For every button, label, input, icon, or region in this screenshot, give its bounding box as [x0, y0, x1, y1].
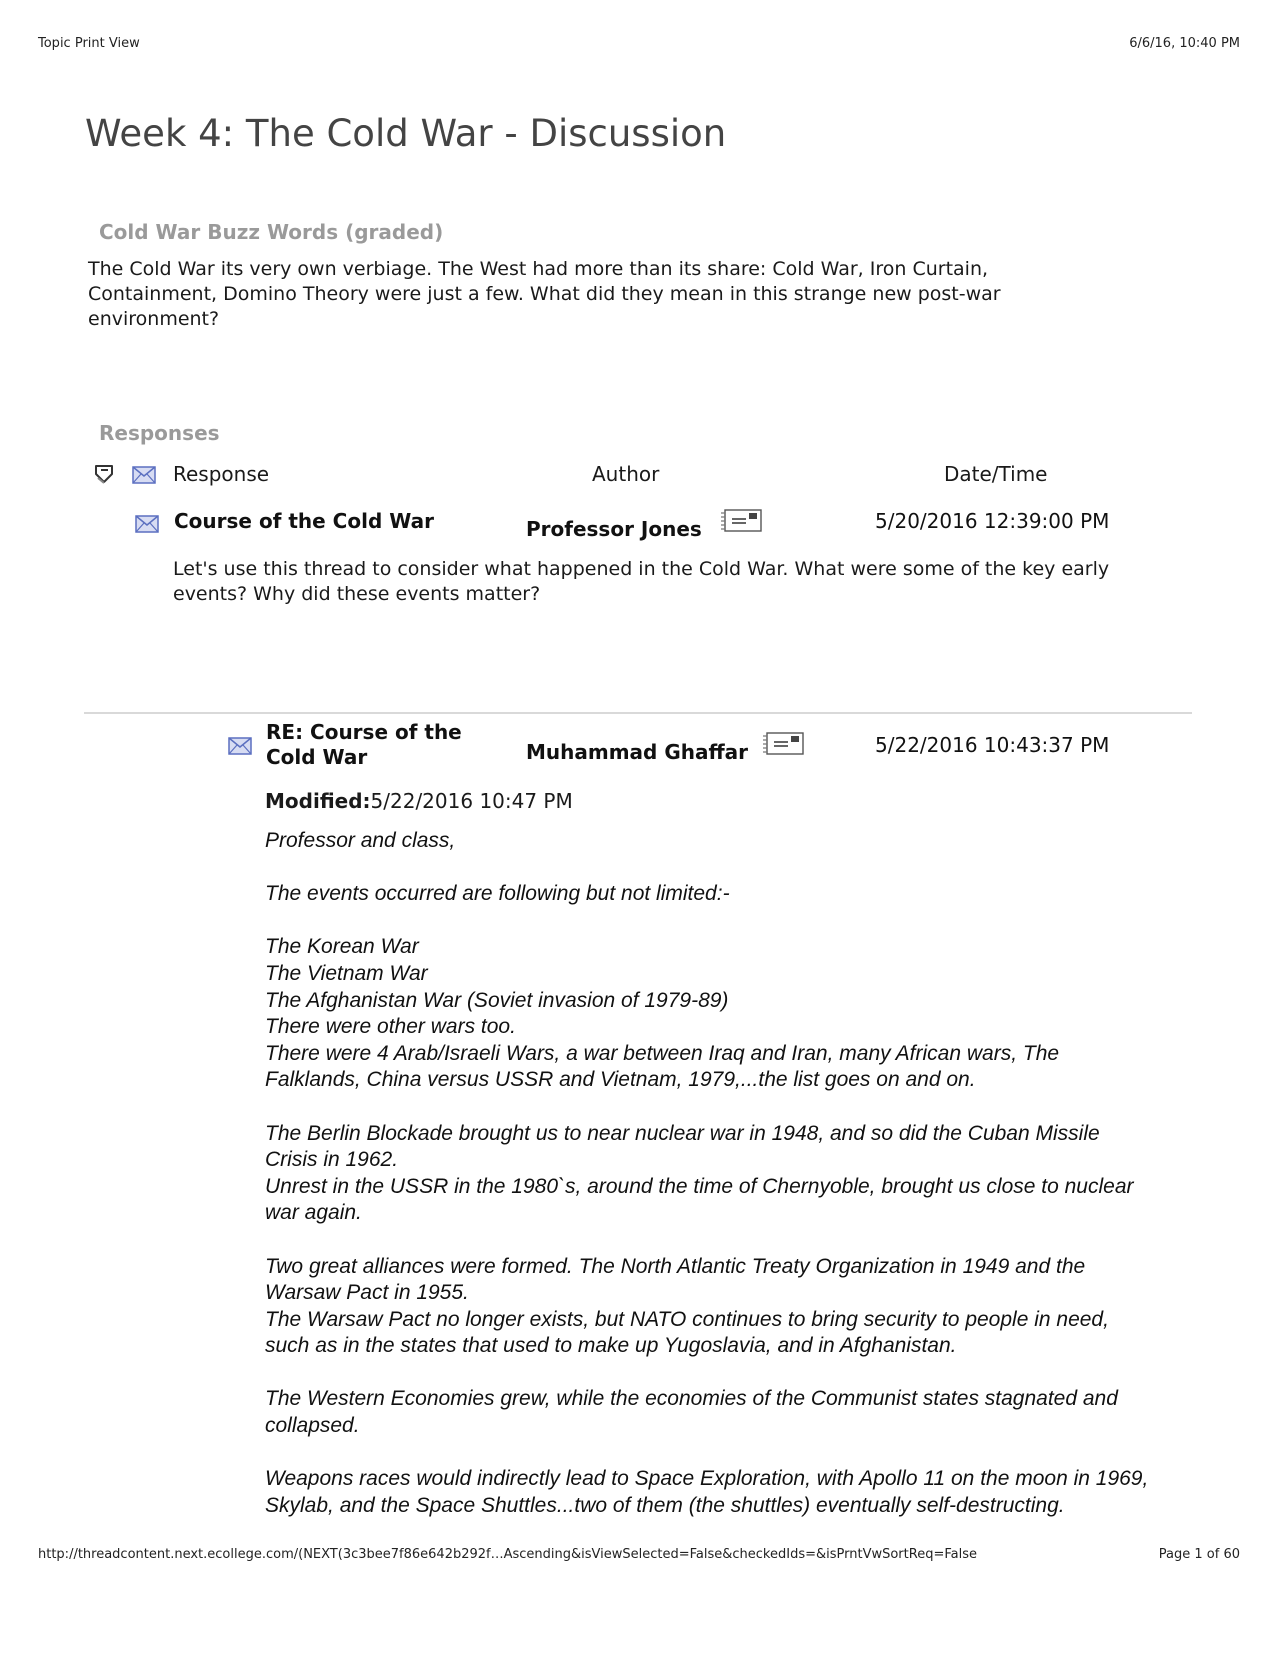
post-body-line: Weapons races would indirectly lead to Space Exploration, with Apollo 11 on the moon in 1969,	[265, 1467, 1149, 1491]
post-body-line: The Korean War	[265, 935, 419, 959]
post-body-line: There were other wars too.	[265, 1015, 516, 1039]
paragraph-gap	[265, 1227, 1215, 1254]
post-author: Professor Jones	[526, 517, 702, 541]
post-datetime: 5/22/2016 10:43:37 PM	[875, 733, 1110, 757]
post-body: Let's use this thread to consider what happened in the Cold War. What were some of the key early events? Why did these events matter?	[173, 558, 1110, 605]
modified-value: 5/22/2016 10:47 PM	[370, 789, 573, 813]
post-body-line: Warsaw Pact in 1955.	[265, 1281, 469, 1305]
post-body-line: Crisis in 1962.	[265, 1148, 399, 1172]
post-author: Muhammad Ghaffar	[526, 740, 749, 764]
responses-heading: Responses	[99, 421, 220, 445]
column-header-author[interactable]: Author	[592, 462, 660, 486]
post-body-line: such as in the states that used to make up Yugoslavia, and in Afghanistan.	[265, 1334, 957, 1358]
envelope-icon[interactable]	[228, 737, 252, 755]
collapse-expand-icon[interactable]	[93, 463, 115, 485]
paragraph-gap	[265, 1094, 1215, 1121]
modified-line	[265, 789, 573, 813]
post-body-line: The Afghanistan War (Soviet invasion of 1979-89)	[265, 988, 729, 1012]
column-header-response[interactable]: Response	[173, 462, 270, 486]
post-body-line: collapsed.	[265, 1414, 360, 1438]
paragraph-gap	[265, 908, 1215, 935]
print-header-left: Topic Print View	[38, 36, 140, 51]
post-datetime: 5/20/2016 12:39:00 PM	[875, 509, 1110, 533]
post-body-line: The Western Economies grew, while the economies of the Communist states stagnated and	[265, 1387, 1118, 1411]
post-title-link[interactable]	[266, 720, 462, 770]
paragraph-gap	[265, 1360, 1215, 1387]
post-body-line: Two great alliances were formed. The North Atlantic Treaty Organization in 1949 and the	[265, 1254, 1086, 1278]
print-header-timestamp: 6/6/16, 10:40 PM	[1129, 36, 1240, 51]
author-profile-card-icon[interactable]	[721, 508, 763, 534]
author-profile-card-icon[interactable]	[763, 731, 805, 757]
modified-label: Modified:	[265, 789, 371, 813]
thread-divider	[84, 712, 1192, 714]
footer-page-number: Page 1 of 60	[1158, 1547, 1240, 1562]
post-title-line-1: RE: Course of the	[266, 720, 462, 744]
footer-url: http://threadcontent.next.ecollege.com/(NEXT(3c3bee7f86e642b292f…Ascending&isViewSelected=False&checkedIds=&isPrntVwSortReq=False	[38, 1547, 977, 1562]
post-body-line: The Vietnam War	[265, 961, 428, 985]
column-header-datetime[interactable]: Date/Time	[944, 462, 1048, 486]
post-body-line: Falklands, China versus USSR and Vietnam, 1979,...the list goes on and on.	[265, 1068, 976, 1092]
post-body-line: Skylab, and the Space Shuttles...two of them (the shuttles) eventually self-destructing.	[265, 1493, 1065, 1517]
paragraph-gap	[265, 855, 1215, 882]
envelope-icon[interactable]	[132, 466, 156, 484]
post-body-line: The Warsaw Pact no longer exists, but NATO continues to bring security to people in need,	[265, 1307, 1109, 1331]
paragraph-gap	[265, 1440, 1215, 1467]
post-body	[265, 828, 1215, 1519]
post-title-link[interactable]: Course of the Cold War	[174, 509, 434, 533]
post-body-line: There were 4 Arab/Israeli Wars, a war between Iraq and Iran, many African wars, The	[265, 1041, 1060, 1065]
topic-heading: Cold War Buzz Words (graded)	[99, 220, 444, 244]
post-title-line-2: Cold War	[266, 745, 368, 769]
topic-description: The Cold War its very own verbiage. The West had more than its share: Cold War, Iron Curtain, Containment, Domino Theory were just a few. What did they mean in this strange new post-war environment?	[88, 258, 1001, 330]
post-body-line: Professor and class,	[265, 829, 456, 852]
post-body-line: war again.	[265, 1201, 362, 1225]
page-title: Week 4: The Cold War - Discussion	[85, 112, 727, 155]
post-body-line: The events occurred are following but not limited:-	[265, 882, 730, 906]
envelope-icon[interactable]	[135, 515, 159, 533]
post-body-line: Unrest in the USSR in the 1980`s, around the time of Chernyoble, brought us close to nuclear	[265, 1174, 1134, 1198]
post-body-line: The Berlin Blockade brought us to near nuclear war in 1948, and so did the Cuban Missile	[265, 1121, 1100, 1145]
